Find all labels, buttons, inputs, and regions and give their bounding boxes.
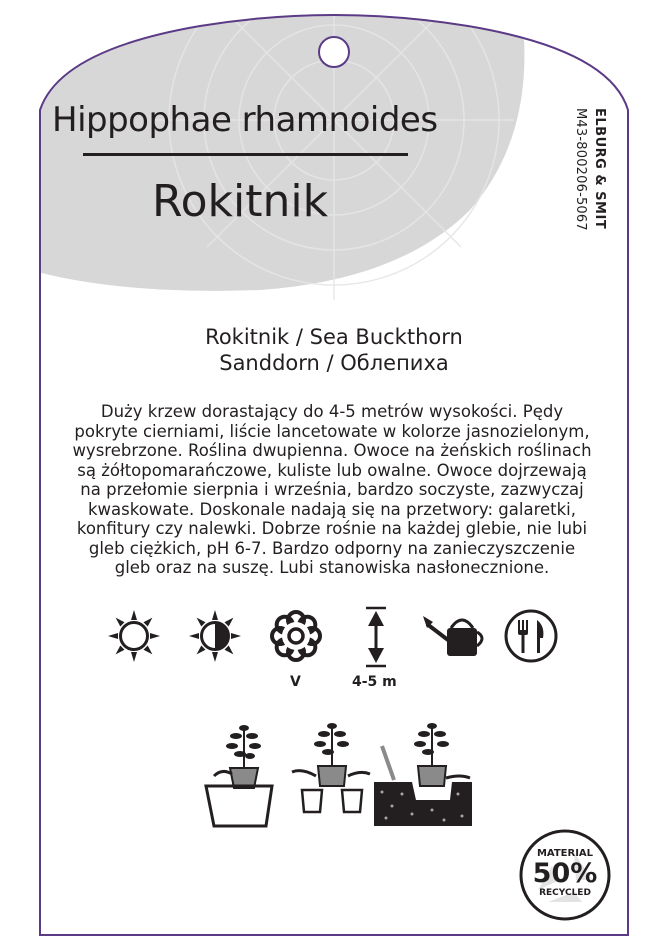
- flower-month-label: V: [290, 674, 301, 690]
- description-line: konfitury czy nalewki. Dobrze rośnie na każdej glebie, nie lubi: [76, 519, 588, 538]
- fork-knife-icon: [503, 608, 559, 664]
- title-underline: [83, 153, 408, 156]
- product-code: M43-800206-5067: [573, 108, 588, 231]
- full-sun-icon: [106, 608, 162, 664]
- description-line: na przełomie sierpnia i września, bardzo soczyste, zazwyczaj: [80, 480, 584, 499]
- description-line: gleb oraz na suszę. Lubi stanowiska nasłonecznione.: [114, 558, 550, 577]
- loosen-roots-step-icon: [288, 716, 372, 816]
- brand-name: ELBURG & SMIT: [592, 108, 607, 230]
- partial-shade-icon: [187, 608, 243, 664]
- description-line: kwaskowate. Doskonale nadają się na przetwory: galaretki,: [87, 499, 576, 519]
- watering-can-icon: [421, 612, 487, 658]
- grey-ornament-shape: [30, 0, 524, 300]
- plant-in-soil-step-icon: [372, 716, 472, 828]
- description: [62, 402, 602, 578]
- recycled-badge-line1: MATERIAL: [536, 848, 594, 859]
- description-line: są żółtopomarańczowe, kuliste lub owalne. Owoce dojrzewają: [77, 460, 587, 480]
- description-line: gleb ciężkich, pH 6-7. Bardzo odporny na zanieczyszczenie: [88, 538, 576, 558]
- description-line: pokryte cierniami, liście lancetowate w kolorze jasnozielonym,: [74, 421, 590, 441]
- recycled-badge: [518, 828, 612, 922]
- description-line: wysrebrzone. Roślina dwupienna. Owoce na żeńskich roślinach: [72, 441, 592, 460]
- latin-name: Hippophae rhamnoides: [52, 100, 438, 140]
- recycled-badge-percent: 50%: [532, 858, 598, 889]
- description-line: Duży krzew dorastający do 4-5 metrów wysokości. Pędy: [100, 402, 564, 421]
- names-line-1: Rokitnik / Sea Buckthorn: [205, 325, 463, 349]
- height-label: 4-5 m: [352, 674, 397, 690]
- names-line-2: Sanddorn / Облепиха: [219, 351, 449, 375]
- flower-icon: [268, 608, 324, 664]
- remove-pot-step-icon: [200, 716, 286, 828]
- common-name: Rokitnik: [152, 176, 329, 227]
- hang-hole: [319, 37, 349, 67]
- height-arrow-icon: [358, 606, 394, 668]
- recycled-badge-line2: RECYCLED: [539, 888, 591, 898]
